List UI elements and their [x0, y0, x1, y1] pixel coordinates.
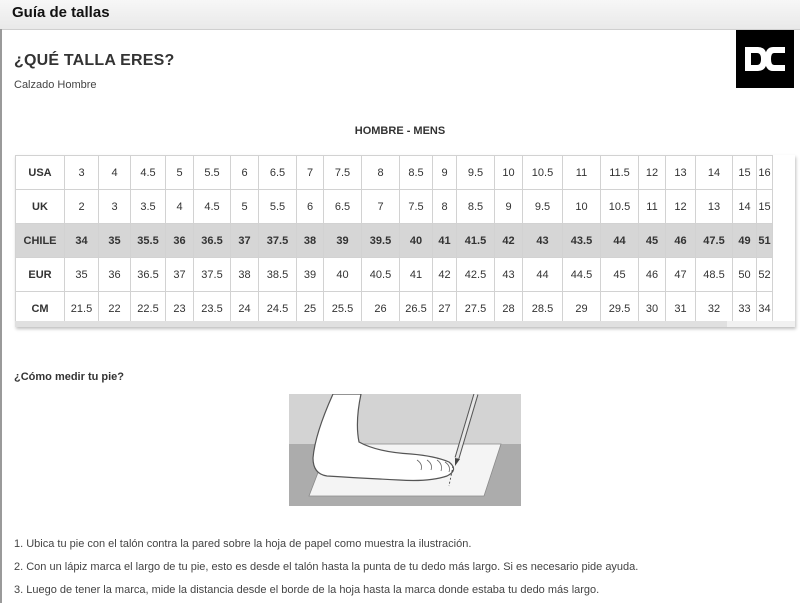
modal-header	[0, 0, 800, 30]
size-cell: 10.5	[601, 190, 639, 224]
size-row-chile	[16, 224, 773, 258]
size-cell: 30	[639, 292, 666, 326]
size-cell: 14	[733, 190, 757, 224]
size-cell: 8.5	[457, 190, 495, 224]
size-row-eur	[16, 258, 773, 292]
size-cell: 8.5	[400, 156, 433, 190]
size-cell: 11.5	[601, 156, 639, 190]
size-cell: 15	[733, 156, 757, 190]
size-cell: 4	[166, 190, 194, 224]
size-cell: 31	[666, 292, 696, 326]
size-cell: 42	[433, 258, 457, 292]
table-heading: HOMBRE - MENS	[354, 125, 446, 137]
table-scrollbar[interactable]	[15, 321, 795, 327]
size-cell: 36	[166, 224, 194, 258]
foot-measure-illustration	[289, 394, 521, 506]
size-cell: 42.5	[457, 258, 495, 292]
size-cell: 7.5	[324, 156, 362, 190]
size-cell: 3	[99, 190, 131, 224]
size-cell: 40	[324, 258, 362, 292]
size-cell: 45	[639, 224, 666, 258]
size-row-uk	[16, 190, 773, 224]
size-cell: 22	[99, 292, 131, 326]
size-cell: 13	[696, 190, 733, 224]
size-cell: 42	[495, 224, 523, 258]
size-table	[15, 155, 773, 326]
size-cell: 40	[400, 224, 433, 258]
size-cell: 41.5	[457, 224, 495, 258]
size-cell: 39	[324, 224, 362, 258]
size-cell: 11	[563, 156, 601, 190]
size-cell: 33	[733, 292, 757, 326]
size-cell: 35.5	[131, 224, 166, 258]
size-cell: 28	[495, 292, 523, 326]
size-cell: 10	[563, 190, 601, 224]
size-row-label: USA	[16, 156, 65, 190]
size-cell: 16	[757, 156, 773, 190]
size-cell: 9	[495, 190, 523, 224]
size-cell: 49	[733, 224, 757, 258]
size-row-usa	[16, 156, 773, 190]
size-cell: 8	[362, 156, 400, 190]
size-cell: 29.5	[601, 292, 639, 326]
left-border	[0, 29, 2, 603]
size-cell: 25	[297, 292, 324, 326]
size-cell: 7.5	[400, 190, 433, 224]
size-cell: 6	[231, 156, 259, 190]
size-cell: 35	[65, 258, 99, 292]
size-cell: 36.5	[131, 258, 166, 292]
size-row-label: CM	[16, 292, 65, 326]
size-cell: 2	[65, 190, 99, 224]
size-cell: 5.5	[194, 156, 231, 190]
page-title: ¿QUÉ TALLA ERES?	[14, 52, 175, 69]
size-cell: 36	[99, 258, 131, 292]
size-cell: 4.5	[131, 156, 166, 190]
size-row-label: UK	[16, 190, 65, 224]
size-cell: 43.5	[563, 224, 601, 258]
size-cell: 3.5	[131, 190, 166, 224]
size-cell: 43	[495, 258, 523, 292]
size-cell: 39	[297, 258, 324, 292]
size-cell: 8	[433, 190, 457, 224]
size-cell: 4	[99, 156, 131, 190]
size-table-container	[15, 155, 795, 327]
size-cell: 44	[601, 224, 639, 258]
size-cell: 40.5	[362, 258, 400, 292]
size-cell: 14	[696, 156, 733, 190]
size-cell: 9	[433, 156, 457, 190]
size-cell: 4.5	[194, 190, 231, 224]
size-cell: 5.5	[259, 190, 297, 224]
size-cell: 10	[495, 156, 523, 190]
dc-logo-icon	[736, 30, 794, 88]
size-cell: 35	[99, 224, 131, 258]
size-cell: 26.5	[400, 292, 433, 326]
size-cell: 38.5	[259, 258, 297, 292]
measure-step-1: 1. Ubica tu pie con el talón contra la pared sobre la hoja de papel como muestra la ilustración.	[14, 538, 472, 550]
size-cell: 15	[757, 190, 773, 224]
size-cell: 22.5	[131, 292, 166, 326]
size-cell: 37.5	[194, 258, 231, 292]
table-scroll-thumb[interactable]	[15, 321, 727, 327]
measure-title: ¿Cómo medir tu pie?	[14, 371, 124, 383]
size-cell: 38	[231, 258, 259, 292]
size-cell: 23	[166, 292, 194, 326]
size-cell: 36.5	[194, 224, 231, 258]
size-cell: 5	[166, 156, 194, 190]
size-cell: 12	[639, 156, 666, 190]
size-cell: 10.5	[523, 156, 563, 190]
size-cell: 6.5	[324, 190, 362, 224]
size-cell: 24.5	[259, 292, 297, 326]
size-cell: 45	[601, 258, 639, 292]
size-cell: 6.5	[259, 156, 297, 190]
size-cell: 9.5	[457, 156, 495, 190]
measure-step-3: 3. Luego de tener la marca, mide la distancia desde el borde de la hoja hasta la marca donde estaba tu dedo más largo.	[14, 584, 600, 596]
size-cell: 24	[231, 292, 259, 326]
size-cell: 38	[297, 224, 324, 258]
size-cell: 32	[696, 292, 733, 326]
size-row-label: EUR	[16, 258, 65, 292]
size-cell: 37.5	[259, 224, 297, 258]
size-cell: 34	[65, 224, 99, 258]
size-cell: 43	[523, 224, 563, 258]
size-cell: 47.5	[696, 224, 733, 258]
size-cell: 25.5	[324, 292, 362, 326]
size-cell: 5	[231, 190, 259, 224]
size-cell: 29	[563, 292, 601, 326]
size-cell: 11	[639, 190, 666, 224]
size-cell: 47	[666, 258, 696, 292]
size-cell: 28.5	[523, 292, 563, 326]
size-cell: 12	[666, 190, 696, 224]
size-cell: 50	[733, 258, 757, 292]
size-cell: 7	[362, 190, 400, 224]
size-cell: 51	[757, 224, 773, 258]
size-cell: 7	[297, 156, 324, 190]
size-cell: 37	[166, 258, 194, 292]
size-cell: 37	[231, 224, 259, 258]
size-cell: 9.5	[523, 190, 563, 224]
size-cell: 34	[757, 292, 773, 326]
size-cell: 44	[523, 258, 563, 292]
size-row-label: CHILE	[16, 224, 65, 258]
size-cell: 39.5	[362, 224, 400, 258]
size-cell: 41	[433, 224, 457, 258]
modal-title: Guía de tallas	[12, 4, 110, 21]
size-cell: 13	[666, 156, 696, 190]
size-cell: 6	[297, 190, 324, 224]
size-cell: 21.5	[65, 292, 99, 326]
size-cell: 41	[400, 258, 433, 292]
size-cell: 27	[433, 292, 457, 326]
size-cell: 26	[362, 292, 400, 326]
size-cell: 3	[65, 156, 99, 190]
measure-step-2: 2. Con un lápiz marca el largo de tu pie, esto es desde el talón hasta la punta de tu dedo más largo. Si es necesario pide ayuda.	[14, 561, 639, 573]
size-cell: 27.5	[457, 292, 495, 326]
size-cell: 46	[639, 258, 666, 292]
page-subtitle: Calzado Hombre	[14, 79, 97, 91]
dc-logo	[736, 30, 794, 88]
size-cell: 44.5	[563, 258, 601, 292]
size-cell: 46	[666, 224, 696, 258]
size-cell: 23.5	[194, 292, 231, 326]
size-cell: 48.5	[696, 258, 733, 292]
size-cell: 52	[757, 258, 773, 292]
